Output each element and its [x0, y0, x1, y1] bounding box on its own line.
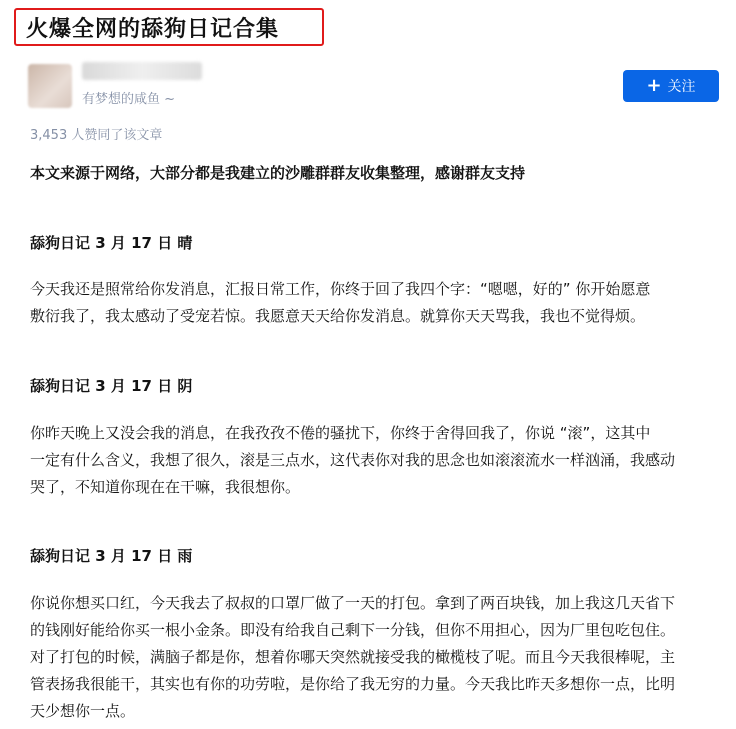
follow-button[interactable] [623, 70, 719, 102]
paragraph-line: 你昨天晚上又没会我的消息，在我孜孜不倦的骚扰下，你终于舍得回我了，你说 “滚”，这其中 [30, 424, 651, 442]
article-intro: 本文来源于网络，大部分都是我建立的沙雕群群友收集整理，感谢群友支持 [30, 164, 526, 182]
paragraph-line: 今天我还是照常给你发消息，汇报日常工作，你终于回了我四个字：“嗯嗯，好的” 你开始愿意 [30, 280, 651, 298]
article-title: 火爆全网的舔狗日记合集 [26, 17, 280, 42]
paragraph-line: 哭了，不知道你现在在干嘛，我很想你。 [30, 478, 301, 496]
paragraph-line: 你说你想买口红，今天我去了叔叔的口罩厂做了一天的打包。拿到了两百块钱，加上我这几天省下 [30, 594, 676, 612]
author-bio: 有梦想的咸鱼 ~ [82, 92, 176, 107]
paragraph-line: 一定有什么含义，我想了很久，滚是三点水，这代表你对我的思念也如滚滚流水一样汹涌，我感动 [30, 451, 676, 469]
author-name-blurred[interactable] [82, 62, 202, 80]
paragraph-line: 对了打包的时候，满脑子都是你，想着你哪天突然就接受我的橄榄枝了呢。而且今天我很棒呢，主 [30, 648, 676, 666]
paragraph-line: 敷衍我了，我太感动了受宠若惊。我愿意天天给你发消息。就算你天天骂我，我也不觉得烦。 [30, 307, 646, 325]
paragraph-line: 的钱刚好能给你买一根小金条。即没有给我自己剩下一分钱，但你不用担心，因为厂里包吃包住。 [30, 621, 676, 639]
paragraph-line: 管表扬我很能干，其实也有你的功劳啦，是你给了我无穷的力量。今天我比昨天多想你一点，比明 [30, 675, 676, 693]
entry-paragraph [30, 420, 720, 501]
entry-heading: 舔狗日记 3 月 17 日 阴 [30, 377, 193, 395]
entry-heading: 舔狗日记 3 月 17 日 雨 [30, 547, 193, 565]
likes-count: 3,453 人赞同了该文章 [30, 128, 163, 143]
follow-label: 关注 [667, 79, 696, 95]
entry-heading: 舔狗日记 3 月 17 日 晴 [30, 234, 193, 252]
paragraph-line: 天少想你一点。 [30, 702, 136, 720]
plus-icon: + [646, 75, 662, 96]
author-avatar[interactable] [28, 64, 72, 108]
entry-paragraph [30, 590, 720, 725]
entry-paragraph [30, 276, 720, 330]
